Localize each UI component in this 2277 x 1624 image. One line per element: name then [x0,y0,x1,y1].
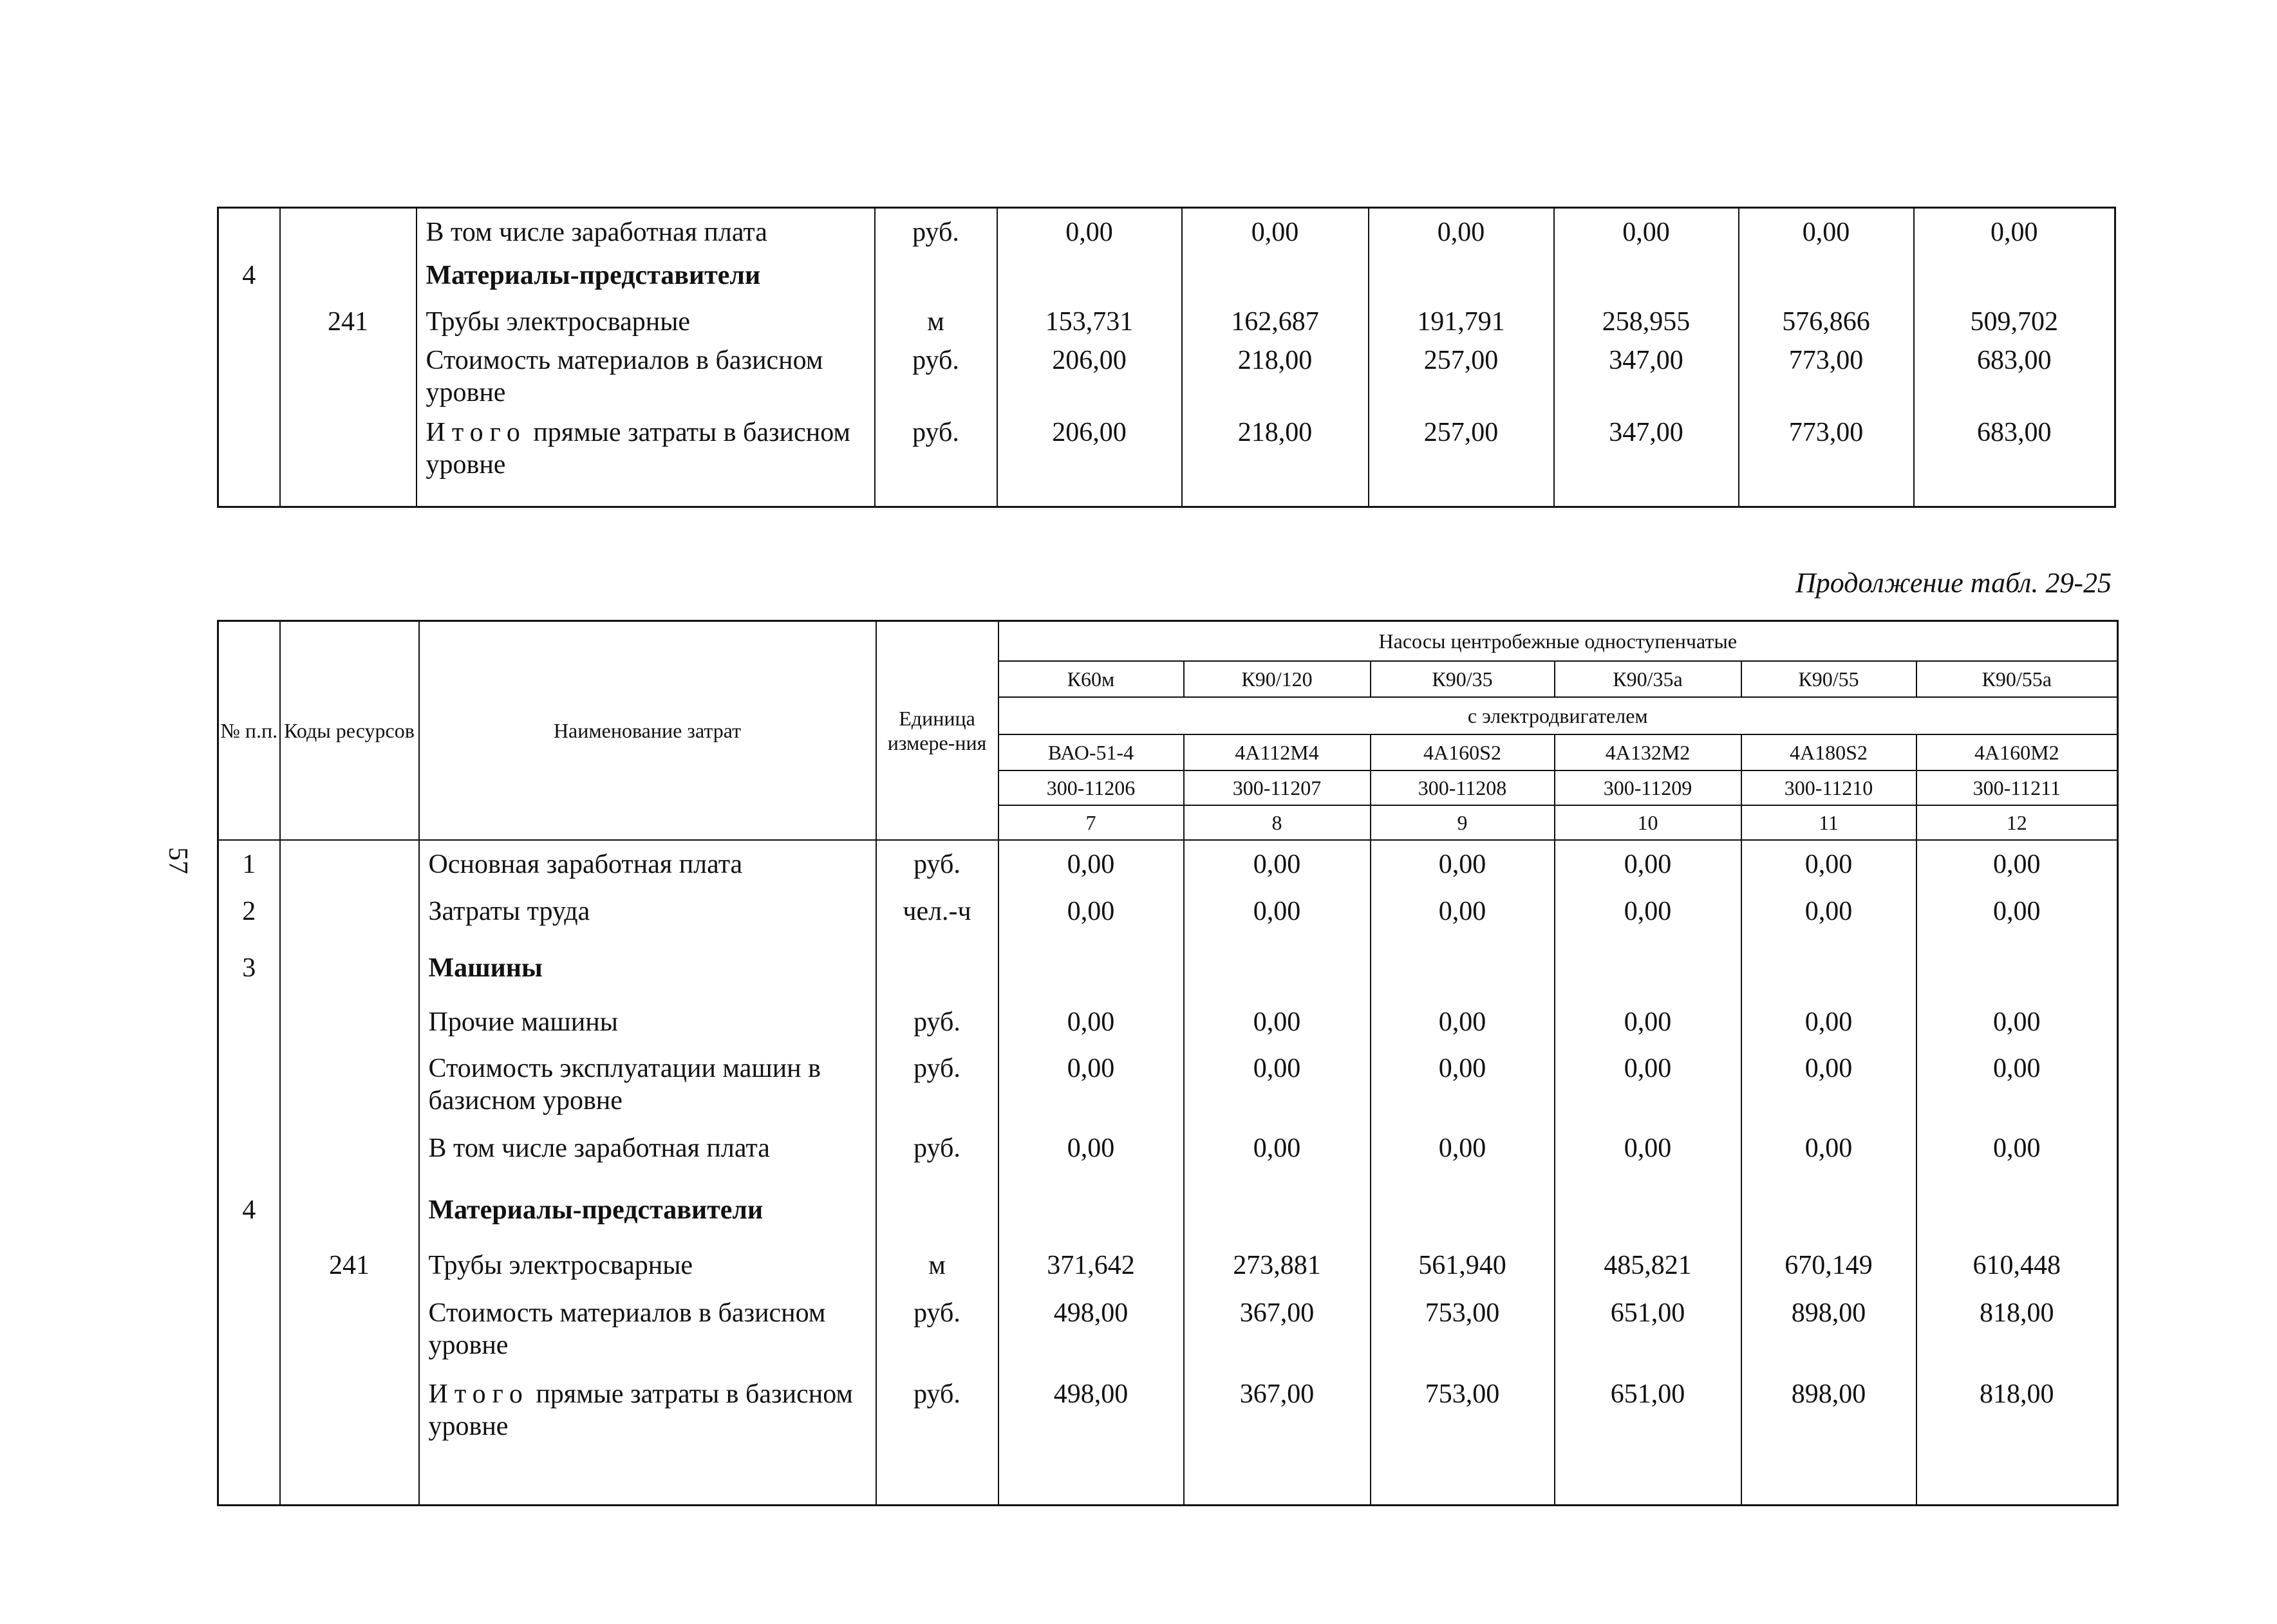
row-number [218,1006,280,1052]
table-row [218,416,2115,507]
col-header-codes: Коды ресурсов [280,621,419,840]
row-number: 3 [242,953,256,983]
value-cell [998,952,1184,1006]
unit [876,1194,998,1249]
column-number: 11 [1741,805,1916,840]
value-cell [1182,259,1369,306]
table-row [218,1006,2118,1052]
resource-code [280,1297,419,1378]
value-cell: 683,00 [1914,416,2115,507]
row-number [218,1132,280,1194]
value-cell: 0,00 [1914,208,2115,259]
value-cell: 153,731 [997,306,1182,344]
pump-model: К90/35 [1371,661,1555,697]
value-cell: 485,821 [1555,1249,1741,1297]
column-number: 12 [1916,805,2118,840]
total-label-rest: прямые затраты в базисном уровне [426,417,850,480]
col-header-unit: Единица измере-ния [876,621,998,840]
resource-code [280,1194,419,1249]
value-cell: 610,448 [1916,1249,2118,1297]
cost-name [419,1378,876,1506]
value-cell: 0,00 [1182,208,1369,259]
cost-name: Затраты труда [419,895,876,952]
cost-name: Трубы электросварные [417,306,875,344]
resource-code-header: 300-11209 [1555,770,1741,805]
value-cell: 0,00 [1916,840,2118,895]
cost-name: Стоимость эксплуатации машин в базисном уровне [419,1052,876,1132]
column-number: 10 [1555,805,1741,840]
value-cell [1369,259,1554,306]
column-number: 8 [1184,805,1371,840]
cost-name: Прочие машины [419,1006,876,1052]
resource-code [280,344,417,416]
value-cell: 898,00 [1741,1378,1916,1506]
col-header-name: Наименование затрат [419,621,876,840]
value-cell: 0,00 [1555,1006,1741,1052]
section-heading: Материалы-представители [419,1194,876,1249]
resource-code [280,1378,419,1506]
motor-model: 4А160М2 [1916,734,2118,770]
value-cell: 0,00 [1371,840,1555,895]
value-cell [1916,952,2118,1006]
table-caption: Продолжение табл. 29-25 [1795,567,2112,599]
value-cell: 0,00 [1369,208,1554,259]
cost-table [217,620,2119,1506]
value-cell: 347,00 [1554,416,1739,507]
total-label: Итого [428,1379,529,1409]
resource-code: 241 [280,306,417,344]
table-row [218,895,2118,952]
unit: руб. [875,416,997,507]
pump-model: К90/35а [1555,661,1741,697]
unit: руб. [875,208,997,259]
value-cell: 498,00 [998,1378,1184,1506]
cost-name: Стоимость материалов в базисном уровне [419,1297,876,1378]
unit: руб. [876,1132,998,1194]
value-cell: 0,00 [1184,1006,1371,1052]
table-row [218,1052,2118,1132]
value-cell: 818,00 [1916,1378,2118,1506]
value-cell: 0,00 [998,895,1184,952]
row-number [218,1378,280,1506]
table-row [218,208,2115,259]
value-cell: 257,00 [1369,344,1554,416]
value-cell [1916,1194,2118,1249]
resource-code: 241 [280,1249,419,1297]
row-number [218,1297,280,1378]
motor-model: 4А112М4 [1184,734,1371,770]
value-cell [997,259,1182,306]
value-cell: 0,00 [1371,895,1555,952]
value-cell: 0,00 [1555,840,1741,895]
section-heading: Материалы-представители [417,259,875,306]
value-cell: 498,00 [998,1297,1184,1378]
value-cell: 651,00 [1555,1378,1741,1506]
unit [875,259,997,306]
resource-code [280,1006,419,1052]
value-cell: 773,00 [1739,416,1914,507]
header-row [218,621,2118,661]
value-cell [1184,1194,1371,1249]
table-row [218,1249,2118,1297]
row-number [218,1249,280,1297]
motor-model: 4А132М2 [1555,734,1741,770]
value-cell: 218,00 [1182,344,1369,416]
resource-code [280,1132,419,1194]
value-cell: 0,00 [1371,1132,1555,1194]
unit: руб. [876,1378,998,1506]
table-row [218,344,2115,416]
motor-model: 4А160S2 [1371,734,1555,770]
unit: м [875,306,997,344]
table-row [218,1378,2118,1506]
value-cell: 818,00 [1916,1297,2118,1378]
resource-code [280,1052,419,1132]
value-cell: 0,00 [1184,1132,1371,1194]
motor-model: ВАО-51-4 [998,734,1184,770]
value-cell: 0,00 [1741,1052,1916,1132]
resource-code-header: 300-11211 [1916,770,2118,805]
cost-name: В том числе заработная плата [417,208,875,259]
row-number [218,416,280,507]
value-cell: 0,00 [1741,840,1916,895]
pump-group-title: Насосы центробежные одноступенчатые [998,621,2118,661]
value-cell: 0,00 [1555,1052,1741,1132]
cost-name: Стоимость материалов в базисном уровне [417,344,875,416]
value-cell: 0,00 [1184,1052,1371,1132]
value-cell: 0,00 [1916,1006,2118,1052]
resource-code [280,259,417,306]
pump-model: К60м [998,661,1184,697]
value-cell: 651,00 [1555,1297,1741,1378]
value-cell: 257,00 [1369,416,1554,507]
table-row [218,306,2115,344]
cost-name: В том числе заработная плата [419,1132,876,1194]
unit [876,952,998,1006]
value-cell: 753,00 [1371,1378,1555,1506]
value-cell: 0,00 [1916,1052,2118,1132]
unit: чел.-ч [876,895,998,952]
value-cell: 162,687 [1182,306,1369,344]
unit: руб. [875,344,997,416]
value-cell: 258,955 [1554,306,1739,344]
table-row [218,840,2118,895]
value-cell: 773,00 [1739,344,1914,416]
value-cell: 0,00 [1371,1006,1555,1052]
resource-code-header: 300-11210 [1741,770,1916,805]
resource-code [280,416,417,507]
col-header-number: № п.п. [220,718,278,742]
value-cell: 0,00 [1739,208,1914,259]
value-cell: 0,00 [1184,840,1371,895]
value-cell: 576,866 [1739,306,1914,344]
resource-code-header: 300-11208 [1371,770,1555,805]
resource-code [280,895,419,952]
value-cell: 0,00 [1741,1132,1916,1194]
total-label: Итого [426,417,527,447]
value-cell: 0,00 [1741,1006,1916,1052]
value-cell: 206,00 [997,416,1182,507]
value-cell: 0,00 [1916,1132,2118,1194]
value-cell: 683,00 [1914,344,2115,416]
value-cell: 0,00 [998,1052,1184,1132]
motor-model: 4А180S2 [1741,734,1916,770]
value-cell: 367,00 [1184,1378,1371,1506]
value-cell: 509,702 [1914,306,2115,344]
value-cell: 0,00 [1554,208,1739,259]
value-cell [998,1194,1184,1249]
value-cell: 898,00 [1741,1297,1916,1378]
unit: руб. [876,840,998,895]
row-number: 1 [218,840,280,895]
value-cell [1371,952,1555,1006]
resource-code-header: 300-11207 [1184,770,1371,805]
resource-code [280,840,419,895]
section-heading: Машины [419,952,876,1006]
cost-name [417,416,875,507]
value-cell: 191,791 [1369,306,1554,344]
value-cell [1184,952,1371,1006]
row-number [218,208,280,259]
row-number: 4 [242,1195,256,1225]
cost-name: Трубы электросварные [419,1249,876,1297]
value-cell: 371,642 [998,1249,1184,1297]
unit: руб. [876,1297,998,1378]
row-number: 2 [242,896,256,926]
pump-model: К90/55 [1741,661,1916,697]
table-row [218,952,2118,1006]
unit: м [876,1249,998,1297]
resource-code [280,208,417,259]
value-cell [1555,1194,1741,1249]
value-cell: 0,00 [998,1006,1184,1052]
resource-code [280,952,419,1006]
value-cell: 0,00 [1555,895,1741,952]
column-number: 7 [998,805,1184,840]
row-number [218,1052,280,1132]
page-number: 57 [163,847,192,874]
total-label-rest: прямые затраты в базисном уровне [428,1379,853,1441]
motor-title: с электродвигателем [998,697,2118,734]
value-cell: 0,00 [1371,1052,1555,1132]
table-row [218,259,2115,306]
resource-code-header: 300-11206 [998,770,1184,805]
column-number: 9 [1371,805,1555,840]
value-cell: 347,00 [1554,344,1739,416]
value-cell: 0,00 [1741,895,1916,952]
value-cell: 206,00 [997,344,1182,416]
value-cell: 0,00 [998,840,1184,895]
value-cell [1371,1194,1555,1249]
row-number: 4 [242,260,256,290]
value-cell: 0,00 [1555,1132,1741,1194]
value-cell: 367,00 [1184,1297,1371,1378]
value-cell: 0,00 [998,1132,1184,1194]
table-row [218,1194,2118,1249]
value-cell: 670,149 [1741,1249,1916,1297]
pump-model: К90/55а [1916,661,2118,697]
pump-model: К90/120 [1184,661,1371,697]
unit: руб. [876,1052,998,1132]
value-cell [1739,259,1914,306]
value-cell: 0,00 [1916,895,2118,952]
unit: руб. [876,1006,998,1052]
value-cell: 0,00 [1184,895,1371,952]
top-cost-table [217,207,2116,508]
table-row [218,1297,2118,1378]
value-cell: 753,00 [1371,1297,1555,1378]
row-number [218,306,280,344]
table-row [218,1132,2118,1194]
value-cell: 561,940 [1371,1249,1555,1297]
value-cell: 273,881 [1184,1249,1371,1297]
value-cell [1741,952,1916,1006]
value-cell [1914,259,2115,306]
value-cell [1741,1194,1916,1249]
value-cell [1554,259,1739,306]
cost-name: Основная заработная плата [419,840,876,895]
value-cell [1555,952,1741,1006]
value-cell: 218,00 [1182,416,1369,507]
value-cell: 0,00 [997,208,1182,259]
row-number [218,344,280,416]
